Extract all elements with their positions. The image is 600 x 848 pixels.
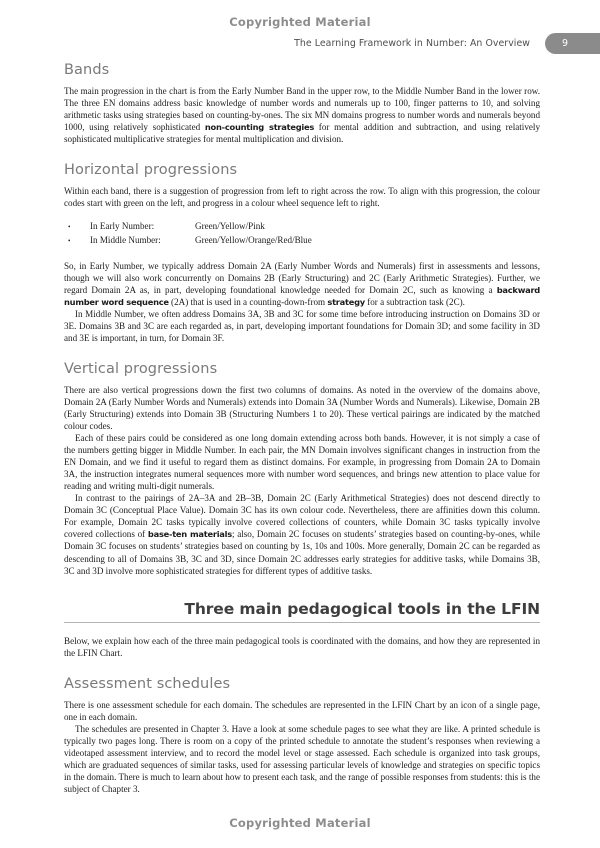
paragraph-horizontal-1: Within each band, there is a suggestion of progression from left to right across the row. To align with this progression, the colour codes start with green on the left, and progress in a colour wheel sequence left to right. [64, 186, 540, 209]
paragraph-pedagogical-1: Below, we explain how each of the three main pedagogical tools is coordinated with the domains, and how they are represented in the LFIN Chart. [64, 635, 540, 658]
section-heading-vertical-progressions: Vertical progressions [64, 360, 218, 377]
spacer [64, 145, 540, 162]
paragraph-vertical-2: Each of these pairs could be considered as one long domain extending across both bands. However, it is not simply a case of the numbers getting bigger in Middle Number. In each pair, the MN Domain involves significant changes in instruction from the EN Domain, and we find it useful to regard them as distinct domains. For example, in progressing from Domain 2A to Domain 3A, the instruction integrates numeral sequences more with number word sequences, and brings new attention to place value for reading and writing multi-digit numerals. [64, 433, 540, 492]
bold-term-non-counting-strategies: non-counting strategies [204, 122, 315, 133]
section-heading-assessment-schedules: Assessment schedules [64, 675, 231, 692]
paragraph-text: In contrast to the pairings of 2A–3A and 2B–3B, Domain 2C (Early Arithmetical Strategies) does not descend directly to Domain 3C (Conceptual Place Value). Domain 3C has its own colour code. Nevertheless, there are affinities down this column. For example, Domain 2C tasks typically involve covered collections of counters, while Domain 3C tasks typically involve covered collections of [64, 493, 540, 540]
list-item [64, 234, 540, 248]
paragraph-text: So, in Early Number, we typically address Domain 2A (Early Number Words and Numerals) first in assessments and lessons, though we will also work concurrently on Domains 2B (Early Structuring) and 2C (Early Arithmetic Strategies). Further, we regard Domain 2A as, in part, developing foundational knowledge needed for Domain 2C, such as knowing a [64, 260, 540, 295]
paragraph-bands-1 [64, 85, 540, 145]
bullet-marker-icon: • [68, 223, 71, 232]
paragraph-text-cont: for a subtraction task (2C). [364, 296, 465, 307]
chapter-section-heading-pedagogical-tools: Three main pedagogical tools in the LFIN [64, 600, 540, 623]
paragraph-vertical-1: There are also vertical progressions down the first two columns of domains. As noted in the overview of the domains above, Domain 2A (Early Number Words and Numerals) extends into Domain 3A (Number Words and Numerals). Likewise, Domain 2B (Early Structuring) extends into Domain 3B (Structuring Numbers 1 to 20). These vertical pairings are indicated by the matched colour codes. [64, 384, 540, 431]
major-heading-wrapper [64, 600, 540, 623]
bold-term-base-ten-materials: base-ten materials [147, 529, 232, 540]
paragraph-assessment-1: There is one assessment schedule for each domain. The schedules are represented in the LFIN Chart by an icon of a single page, one in each domain. [64, 699, 540, 722]
spacer [64, 659, 540, 676]
colour-code-bullet-list [64, 220, 540, 247]
bullet-marker-icon: • [68, 236, 71, 245]
paragraph-text-cont: for mental addition and subtraction, and using relatively sophisticated multiplicative strategies for mental multiplication and division. [64, 122, 540, 145]
page-number-label: 9 [562, 38, 569, 49]
bullet-label: In Early Number: [90, 221, 155, 232]
page-number-badge [545, 33, 600, 54]
paragraph-text-cont: ; also, Domain 2C focuses on students’ strategies based on counting-by-ones, while Domain 3C focuses on students’ strategies based on counting by 1s, 10s and 100s. More generally, Domain 2C can be regarded as descending to all of Domains 3B, 3C and 3D, since Domain 2C addresses early strategies for additive tasks, while Domains 3B, 3C and 3D involve more sophisticated strategies for different types of additive tasks. [64, 529, 540, 576]
spacer [64, 344, 540, 361]
bullet-label: In Middle Number: [90, 234, 161, 245]
paragraph-text: The main progression in the chart is from the Early Number Band in the upper row, to the Middle Number Band in the lower row. The three EN domains address basic knowledge of number words and numerals up to 100, finger patterns to 10, and solving arithmetic tasks using strategies based on counting-by-ones. The six MN domains progress to number words and numerals beyond 1000, using relatively sophisticated [64, 86, 540, 133]
spacer [64, 248, 540, 260]
section-heading-bands: Bands [64, 62, 110, 78]
spacer [64, 623, 540, 635]
text-column [64, 62, 540, 795]
paragraph-horizontal-2 [64, 260, 540, 308]
copyright-watermark-top: Copyrighted Material [229, 15, 371, 29]
copyright-watermark-bottom: Copyrighted Material [229, 816, 371, 830]
list-item [64, 220, 540, 234]
bold-term-strategy: strategy [327, 296, 365, 307]
bullet-value: Green/Yellow/Pink [195, 221, 265, 232]
section-heading-horizontal-progressions: Horizontal progressions [64, 162, 238, 179]
bold-term-backward-number-word-sequence: backward number word sequence [64, 284, 540, 307]
paragraph-assessment-2: The schedules are presented in Chapter 3. Have a look at some schedule pages to see what they are like. A printed schedule is typically two pages long. There is room on a copy of the printed schedule to annotate the student’s responses when reviewing a videotaped assessment interview, and to record the model level or stage assessed. Each schedule is organized into task groups, which are graduated sequences of similar tasks, used for assessing particular levels of knowledge and strategies on specific topics in the domain. There is much to learn about how to present each task, and the range of possible responses from students: this is the subject of Chapter 3. [64, 723, 540, 795]
running-head: The Learning Framework in Number: An Overview [294, 38, 530, 49]
bullet-value: Green/Yellow/Orange/Red/Blue [195, 234, 312, 245]
paragraph-vertical-3 [64, 492, 540, 576]
paragraph-text-mid: (2A) that is used in a counting-down-from [168, 296, 328, 307]
paragraph-horizontal-3: In Middle Number, we often address Domains 3A, 3B and 3C for some time before introducing instruction on Domains 3D or 3E. Domains 3B and 3C are each regarded as, in part, developing important foundations for Domain 3D; and some facility in 3D and 3E is important, in turn, for Domain 3F. [64, 308, 540, 343]
